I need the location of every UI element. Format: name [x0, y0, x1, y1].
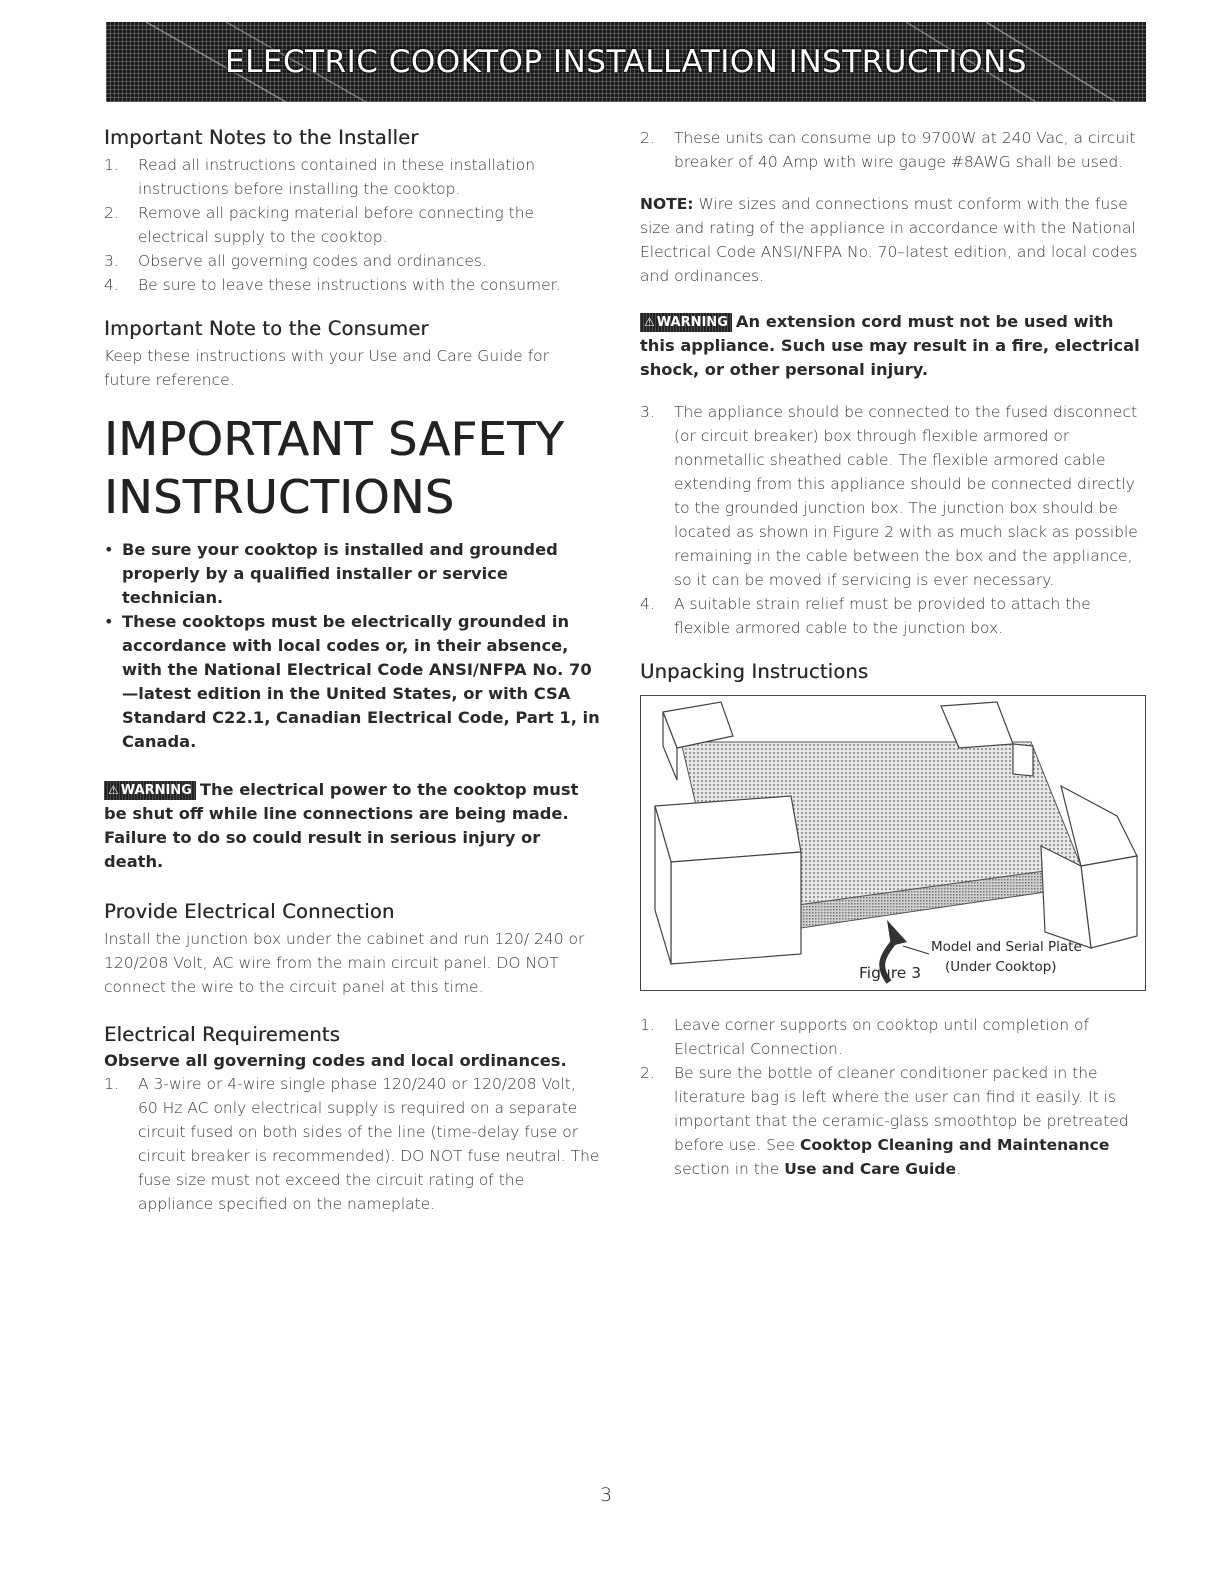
unpacking-list	[640, 1013, 1150, 1181]
corner-support-front-left	[655, 796, 801, 862]
bullet-icon: •	[104, 540, 114, 559]
installer-notes-heading: Important Notes to the Installer	[104, 126, 419, 149]
safety-title: IMPORTANT SAFETY INSTRUCTIONS	[104, 412, 565, 524]
list-item: 1. A 3-wire or 4-wire single phase 120/240 or 120/208 Volt, 60 Hz AC only electrical supply is required on a separate circuit fused on both sides of the line (time-delay fuse or circuit breaker is recommended). DO NOT fuse neutral. The fuse size must not exceed the circuit rating of the appliance specified on the nameplate.	[104, 1075, 600, 1213]
list-item: 1. Leave corner supports on cooktop until completion of Electrical Connection.	[640, 1016, 1089, 1058]
figure-caption: Figure 3	[859, 964, 922, 982]
extension-cord-warning: ⚠ WARNING An extension cord must not be used with this appliance. Such use may result in a fire, electrical shock, or other personal injury.	[640, 312, 1140, 379]
note-paragraph: NOTE: Wire sizes and connections must conform with the fuse size and rating of the appliance in accordance with the National Electrical Code ANSI/NFPA No. 70–latest edition, and local codes and ordinances.	[640, 195, 1138, 285]
left-column	[104, 126, 600, 1216]
list-item: 2. These units can consume up to 9700W at 240 Vac, a circuit breaker of 40 Amp with wire gauge #8AWG shall be used.	[640, 129, 1136, 171]
figure-label-under: (Under Cooktop)	[945, 959, 1057, 975]
warning-triangle-icon: ⚠	[108, 783, 119, 797]
electrical-requirements-heading: Electrical Requirements	[104, 1023, 340, 1046]
warning-triangle-icon: ⚠	[644, 315, 655, 329]
list-item: 3. Observe all governing codes and ordinances.	[104, 252, 487, 270]
consumer-note-heading: Important Note to the Consumer	[104, 317, 429, 340]
page-banner	[106, 22, 1146, 102]
figure-3	[640, 695, 1146, 991]
list-item: 1. Read all instructions contained in these installation instructions before installing the cooktop.	[104, 156, 536, 198]
power-warning: ⚠ WARNING The electrical power to the cooktop must be shut off while line connections are being made. Failure to do so could result in serious injury or death.	[104, 780, 579, 871]
page-number: 3	[599, 1484, 613, 1506]
electrical-requirements-list-cont	[640, 126, 1150, 174]
list-item: 4. A suitable strain relief must be provided to attach the flexible armored cable to the junction box.	[640, 595, 1091, 637]
electrical-requirements-subheading: Observe all governing codes and local ordinances.	[104, 1051, 567, 1070]
corner-support-back-right	[941, 702, 1013, 748]
figure-label-plate: Model and Serial Plate	[931, 939, 1082, 955]
list-item: 4. Be sure to leave these instructions with the consumer.	[104, 276, 561, 294]
provide-connection-heading: Provide Electrical Connection	[104, 900, 395, 923]
warning-badge: ⚠ WARNING	[640, 313, 732, 332]
provide-connection-text: Install the junction box under the cabinet and run 120/ 240 or 120/208 Volt, AC wire from the main circuit panel. DO NOT connect the wire to the circuit panel at this time.	[104, 930, 585, 996]
list-item: 2. Remove all packing material before connecting the electrical supply to the cooktop.	[104, 204, 535, 246]
unpacking-heading: Unpacking Instructions	[640, 660, 869, 683]
list-item: • Be sure your cooktop is installed and grounded properly by a qualified installer or service technician.	[104, 540, 558, 607]
connection-list	[640, 400, 1150, 640]
installer-notes-list	[104, 153, 600, 297]
safety-bullets	[104, 538, 600, 754]
list-item: 2. Be sure the bottle of cleaner conditioner packed in the literature bag is left where the user can find it easily. It is important that the ceramic-glass smoothtop be pretreated before use. See Cooktop Cleaning and Maintenance section in the Use and Care Guide.	[640, 1064, 1129, 1178]
banner-title: ELECTRIC COOKTOP INSTALLATION INSTRUCTIONS	[225, 44, 1027, 80]
electrical-requirements-list	[104, 1072, 600, 1216]
warning-badge: ⚠ WARNING	[104, 781, 196, 800]
consumer-note-text: Keep these instructions with your Use and Care Guide for future reference.	[104, 347, 550, 389]
list-item: • These cooktops must be electrically grounded in accordance with local codes or, in their absence, with the National Electrical Code ANSI/NFPA No. 70—latest edition in the United States, or with CSA Standard C22.1, Canadian Electrical Code, Part 1, in Canada.	[104, 612, 600, 751]
list-item: 3. The appliance should be connected to the fused disconnect (or circuit breaker) box through flexible armored or nonmetallic sheathed cable. The flexible armored cable extending from this appliance should be connected directly to the grounded junction box. The junction box should be located as shown in Figure 2 with as much slack as possible remaining in the cable between the box and the appliance, so it can be moved if servicing is ever necessary.	[640, 403, 1138, 589]
bullet-icon: •	[104, 612, 114, 631]
right-column	[640, 126, 1150, 1181]
